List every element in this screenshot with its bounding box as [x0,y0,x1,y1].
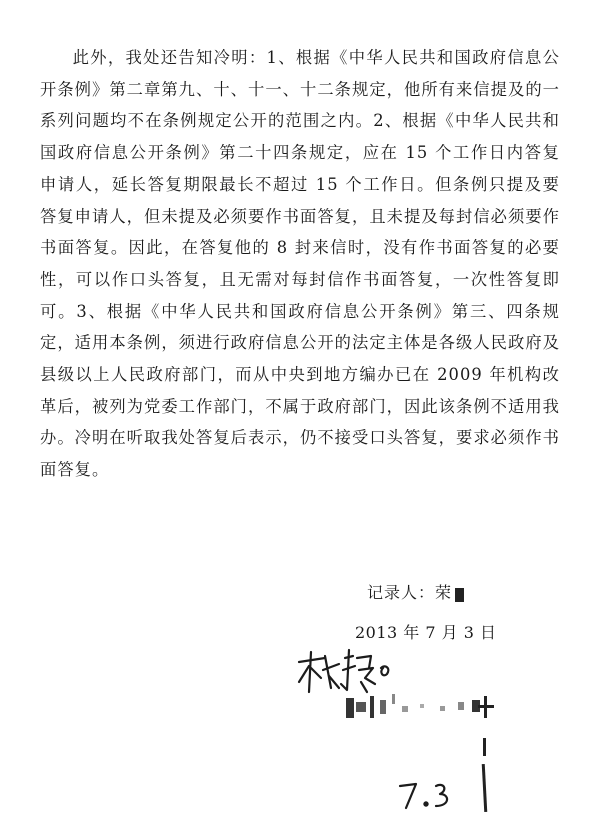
body-paragraph: 此外，我处还告知冷明：1、根据《中华人民共和国政府信息公开条例》第二章第九、十、十一、十二条规定，他所有来信提及的一系列问题均不在条例规定公开的范围之内。2、根据《中华人民共和国政府信息公开条例》第二十四条规定，应在 15 个工作日内答复申请人，延长答复期限最长不超过 15 个工作日。但条例只提及要答复申请人，但未提及必须要作书面答复，且未提及每封信必须要作书面答复。因此，在答复他的 8 封来信时，没有作书面答复的必要性，可以作口头答复，且无需对每封信作书面答复，一次性答复即可。3、根据《中华人民共和国政府信息公开条例》第三、四条规定，适用本条例，须进行政府信息公开的法定主体是各级人民政府及县级以上人民政府部门，而从中央到地方编办已在 2009 年机构改革后，被列为党委工作部门，不属于政府部门，因此该条例不适用我办。冷明在听取我处答复后表示，仍不接受口头答复，要求必须作书面答复。 [40,48,560,480]
redaction-mark [455,588,464,602]
recorder-label: 记录人：荣 [367,583,453,602]
handwritten-date [396,778,466,812]
recorder-line [367,580,452,603]
redacted-handwriting [340,690,510,726]
record-date: 2013 年 7 月 3 日 [355,623,497,642]
pen-stroke [483,738,486,756]
pen-stroke [482,764,488,812]
